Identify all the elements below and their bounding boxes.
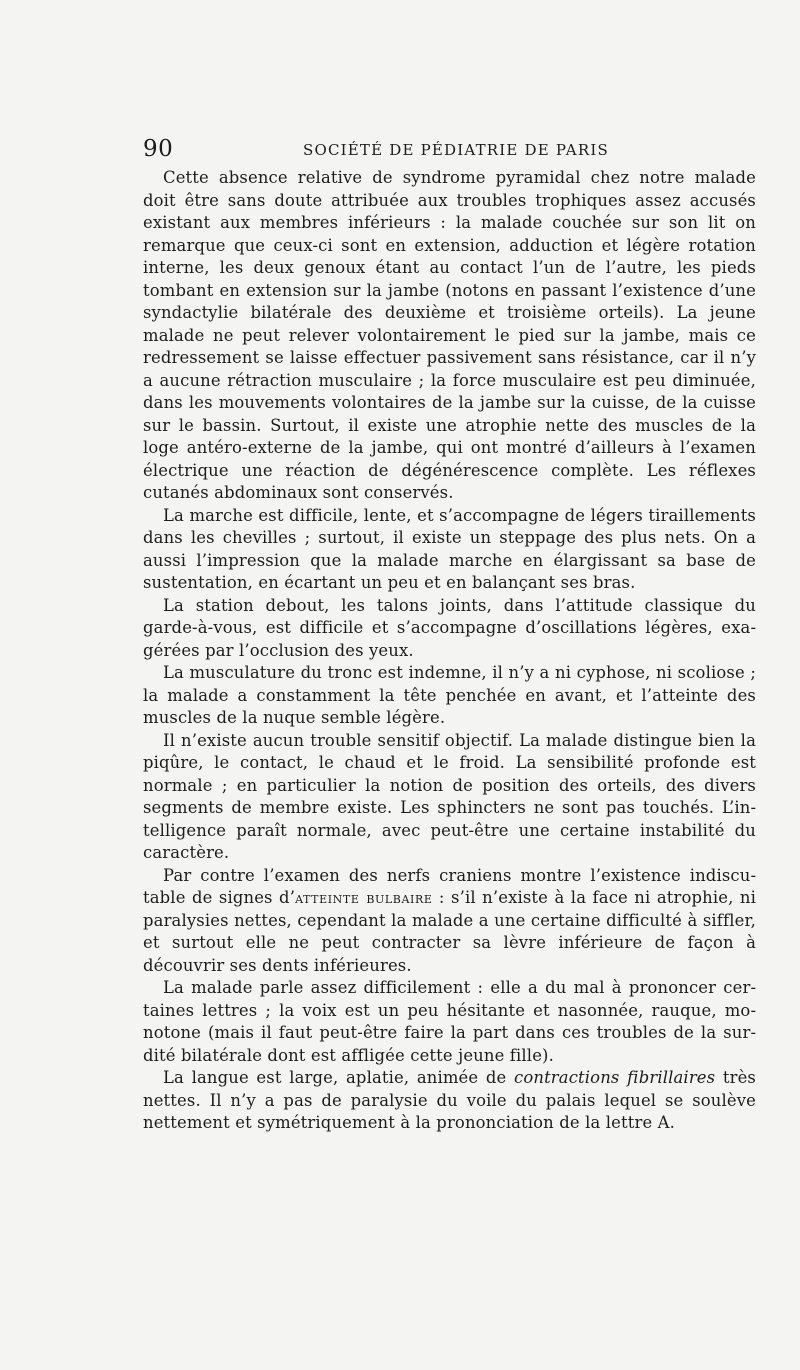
paragraph: Il n’existe aucun trouble sensitif objectif. La malade distingue bien la piqûre, le contact, le chaud et le froid. La sensibilité profonde est normale ; en particulier la notion de position des orteils, des divers segments de membre existe. Les sphincters ne sont pas touchés. L’intelligence paraît normale, avec peut-être une certaine instabilité du caractère. bbox=[143, 730, 756, 862]
paragraph-text: Par contre l’examen des nerfs craniens montre l’existence indiscutable de signes d’ bbox=[143, 865, 756, 907]
body-text bbox=[143, 167, 756, 1135]
page-number: 90 bbox=[143, 136, 174, 162]
paragraph: Cette absence relative de syndrome pyramidal chez notre malade doit être sans doute attribuée aux troubles trophiques assez accusés existant aux membres inférieurs : la malade couchée sur son lit on remarque que ceux-ci sont en extension, adduction et légère rotation interne, les deux genoux étant au contact l’un de l’autre, les pieds tombant en extension sur la jambe (notons en passant l’existence d’une syndactylie bilatérale des deuxième et troisième orteils). La jeune malade ne peut relever volontairement le pied sur la jambe, mais ce redressement se laisse effectuer passivement sans résistance, car il n’y a aucune rétraction musculaire ; la force musculaire est peu diminuée, dans les mouvements volontaires de la jambe sur la cuisse, de la cuisse sur le bassin. Surtout, il existe une atrophie nette des muscles de la loge antéro-externe de la jambe, qui ont montré d’ailleurs à l’examen électrique une réaction de dégénérescence complète. Les réflexes cutanés abdominaux sont conservés. bbox=[143, 168, 756, 502]
small-caps-phrase: atteinte bulbaire bbox=[295, 888, 433, 907]
italic-phrase: contractions fibrillaires bbox=[514, 1068, 716, 1087]
paragraph-text: : s’il n’existe à la face ni atrophie, ni paralysies nettes, cependant la malade a une certaine difficulté à siffler, et surtout elle ne peut contracter sa lèvre inférieure de façon à découvrir ses dents inférieures. bbox=[143, 888, 756, 975]
paragraph bbox=[143, 865, 756, 978]
paragraph: La musculature du tronc est indemne, il n’y a ni cyphose, ni scoliose ; la malade a constamment la tête penchée en avant, et l’atteinte des muscles de la nuque semble légère. bbox=[143, 663, 756, 727]
running-title: SOCIÉTÉ DE PÉDIATRIE DE PARIS bbox=[303, 141, 609, 159]
paragraph-text: La langue est large, aplatie, animée de bbox=[163, 1068, 515, 1087]
paragraph: La malade parle assez difficilement : elle a du mal à prononcer certaines lettres ; la voix est un peu hésitante et nasonnée, rauque, monotone (mais il faut peut-être faire la part dans ces troubles de la surdité bilatérale dont est affligée cette jeune fille). bbox=[143, 978, 756, 1065]
paragraph: La station debout, les talons joints, dans l’attitude classique du garde-à-vous, est difficile et s’accompagne d’oscillations légères, exagérées par l’occlusion des yeux. bbox=[143, 595, 756, 660]
paragraph bbox=[143, 1067, 756, 1135]
page-header bbox=[143, 136, 753, 164]
paragraph: La marche est difficile, lente, et s’accompagne de légers tiraillements dans les chevilles ; surtout, il existe un steppage des plus nets. On a aussi l’impression que la malade marche en élargissant sa base de sustentation, en écartant un peu et en balançant ses bras. bbox=[143, 505, 756, 592]
paragraph-text: très nettes. Il n’y a pas de paralysie du voile du palais lequel se soulève nettement et symétriquement à la prononciation de la lettre A. bbox=[143, 1068, 756, 1132]
